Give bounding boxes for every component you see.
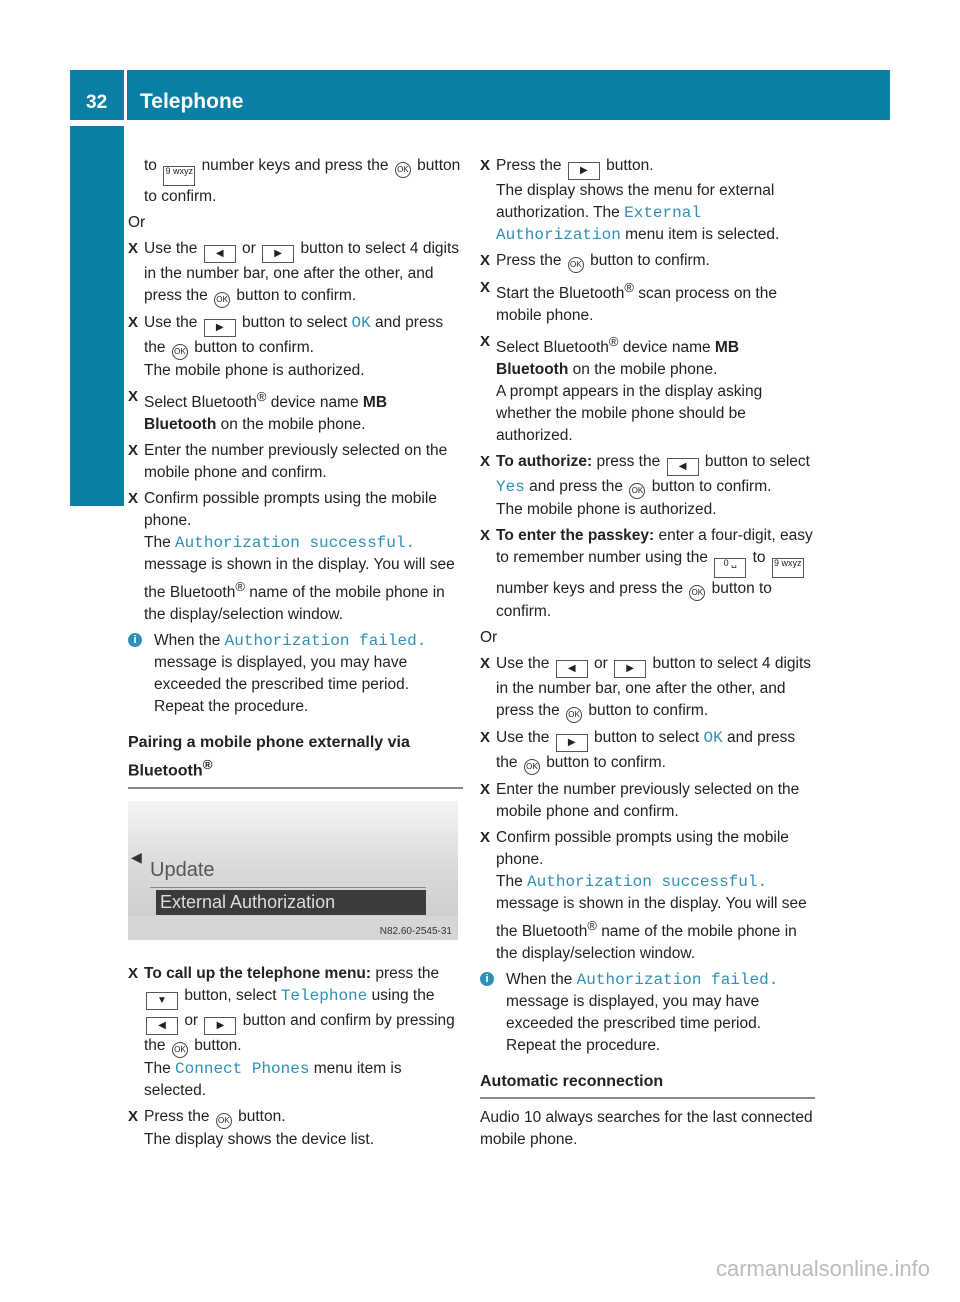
screen-menu-external-authorization: External Authorization bbox=[156, 890, 426, 915]
step-marker-icon: X bbox=[480, 829, 491, 847]
ok-button-icon: OK bbox=[172, 1042, 188, 1058]
step-marker-icon: X bbox=[480, 333, 491, 351]
left-column bbox=[128, 155, 463, 1155]
step-item: X Confirm possible prompts using the mobile phone. The Authorization successful. message is shown in the display. You will see the Bluetooth® name of the mobile phone in the display/selection window. bbox=[480, 829, 807, 963]
section-heading: Pairing a mobile phone externally via Bluetooth® bbox=[128, 732, 463, 788]
side-tab-label: Bluetooth® bbox=[85, 386, 108, 500]
page-title: Telephone bbox=[140, 90, 244, 113]
display-text-telephone: Telephone bbox=[280, 986, 368, 1005]
ok-button-icon: OK bbox=[689, 585, 705, 601]
step-marker-icon: X bbox=[128, 490, 139, 508]
right-key-icon: ▶ bbox=[556, 734, 588, 752]
info-icon: i bbox=[480, 972, 494, 986]
step-marker-icon: X bbox=[480, 157, 491, 174]
display-text-yes: Yes bbox=[496, 478, 525, 497]
display-text-auth-success: Authorization successful. bbox=[175, 534, 416, 553]
info-icon: i bbox=[128, 633, 142, 647]
step-item: X Select Bluetooth® device name MB Bluetooth on the mobile phone. bbox=[128, 388, 388, 434]
header-separator bbox=[124, 70, 127, 120]
left-key-icon: ◀ bbox=[556, 660, 588, 678]
left-key-icon: ◀ bbox=[204, 245, 236, 263]
step-item: X Press the ▶ button. The display shows the menu for external authorization. The External Authorization menu item is selected. bbox=[480, 157, 780, 244]
right-key-icon: ▶ bbox=[614, 660, 646, 678]
step-item: X Use the ◀ or ▶ button to select 4 digits in the number bar, one after the other, and press the OK button to confirm. bbox=[480, 653, 815, 723]
step-marker-icon: X bbox=[480, 453, 491, 471]
image-caption: N82.60-2545-31 bbox=[379, 925, 452, 937]
or-text: Or bbox=[480, 629, 498, 647]
ok-button-icon: OK bbox=[629, 483, 645, 499]
right-key-icon: ▶ bbox=[568, 162, 600, 180]
step-marker-icon: X bbox=[480, 655, 491, 673]
step-item: X Confirm possible prompts using the mobile phone. The Authorization successful. message is shown in the display. You will see the Bluetooth® name of the mobile phone in the display/selection window. bbox=[128, 490, 455, 624]
display-text-ok: OK bbox=[703, 729, 723, 748]
step-item: X Start the Bluetooth® scan process on the mobile phone. bbox=[480, 279, 777, 325]
section-heading: Automatic reconnection bbox=[480, 1071, 815, 1099]
step-marker-icon: X bbox=[128, 442, 139, 460]
ok-button-icon: OK bbox=[216, 1113, 232, 1129]
step-marker-icon: X bbox=[480, 781, 491, 799]
watermark: carmanualsonline.info bbox=[715, 1256, 930, 1281]
key-9-icon: 9 wxyz bbox=[163, 166, 195, 186]
display-text-auth-success: Authorization successful. bbox=[527, 873, 768, 892]
screen-menu-update: Update bbox=[150, 858, 215, 881]
info-note: i When the Authorization failed. message is displayed, you may have exceeded the prescribed time period. Repeat the procedure. bbox=[128, 630, 463, 718]
menu-left-arrow-icon: ◀ bbox=[131, 848, 142, 865]
right-key-icon: ▶ bbox=[204, 319, 236, 337]
key-0-icon: 0 ␣ bbox=[714, 558, 746, 578]
step-item: X Press the OK button. The display shows the device list. bbox=[128, 1107, 375, 1148]
display-text-auth-failed: Authorization failed. bbox=[224, 632, 427, 651]
step-item: X Select Bluetooth® device name MB Bluetooth on the mobile phone. A prompt appears in the display asking whether the mobile phone should be authorized. bbox=[480, 333, 763, 445]
step-item: X To call up the telephone menu: press the ▼ button, select Telephone using the ◀ or ▶ button and confirm by pressing the OK button. The Connect Phones menu item is selected. bbox=[128, 964, 455, 1099]
continuation-text: to 9 wxyz number keys and press the OK button to confirm. bbox=[144, 157, 461, 205]
ok-button-icon: OK bbox=[568, 257, 584, 273]
step-marker-icon: X bbox=[480, 729, 491, 747]
step-marker-icon: X bbox=[128, 964, 139, 982]
right-key-icon: ▶ bbox=[204, 1017, 236, 1035]
step-marker-icon: X bbox=[480, 527, 491, 545]
step-marker-icon: X bbox=[128, 314, 139, 331]
key-9-icon: 9 wxyz bbox=[772, 558, 804, 578]
down-key-icon: ▼ bbox=[146, 992, 178, 1010]
step-item: X Press the OK button to confirm. bbox=[480, 250, 815, 273]
step-marker-icon: X bbox=[480, 252, 491, 269]
ok-button-icon: OK bbox=[566, 707, 582, 723]
info-note: i When the Authorization failed. message is displayed, you may have exceeded the prescribed time period. Repeat the procedure. bbox=[480, 969, 815, 1057]
step-marker-icon: X bbox=[128, 388, 139, 405]
display-text-external-authorization: External Authorization bbox=[496, 204, 701, 244]
page-number: 32 bbox=[86, 92, 108, 113]
right-key-icon: ▶ bbox=[262, 245, 294, 263]
display-text-auth-failed: Authorization failed. bbox=[576, 971, 779, 990]
display-text-ok: OK bbox=[351, 314, 371, 332]
display-text-connect-phones: Connect Phones bbox=[175, 1059, 310, 1078]
left-key-icon: ◀ bbox=[146, 1017, 178, 1035]
body-paragraph: Audio 10 always searches for the last connected mobile phone. bbox=[480, 1109, 813, 1149]
left-key-icon: ◀ bbox=[667, 458, 699, 476]
step-marker-icon: X bbox=[480, 279, 491, 296]
step-item: X To authorize: press the ◀ button to select Yes and press the OK button to confirm. The mobile phone is authorized. bbox=[480, 453, 810, 519]
ok-button-icon: OK bbox=[214, 292, 230, 308]
step-item: X Use the ▶ button to select OK and press the OK button to confirm. bbox=[480, 727, 815, 775]
display-screenshot bbox=[128, 801, 458, 941]
ok-button-icon: OK bbox=[172, 344, 188, 360]
or-text: Or bbox=[128, 214, 146, 231]
step-item: X Enter the number previously selected on the mobile phone and confirm. bbox=[128, 442, 448, 482]
step-marker-icon: X bbox=[128, 240, 139, 257]
step-item: X To enter the passkey: enter a four-digit, easy to remember number using the 0 ␣ to 9 wxyz number keys and press the OK button to confirm. bbox=[480, 527, 813, 621]
step-marker-icon: X bbox=[128, 1107, 139, 1125]
ok-button-icon: OK bbox=[395, 162, 411, 178]
step-item: X Use the ▶ button to select OK and press the OK button to confirm. The mobile phone is authorized. bbox=[128, 314, 444, 379]
ok-button-icon: OK bbox=[524, 759, 540, 775]
right-column bbox=[480, 155, 815, 1155]
step-item: X Use the ◀ or ▶ button to select 4 digits in the number bar, one after the other, and press the OK button to confirm. bbox=[128, 238, 463, 308]
step-item: X Enter the number previously selected on the mobile phone and confirm. bbox=[480, 781, 800, 821]
